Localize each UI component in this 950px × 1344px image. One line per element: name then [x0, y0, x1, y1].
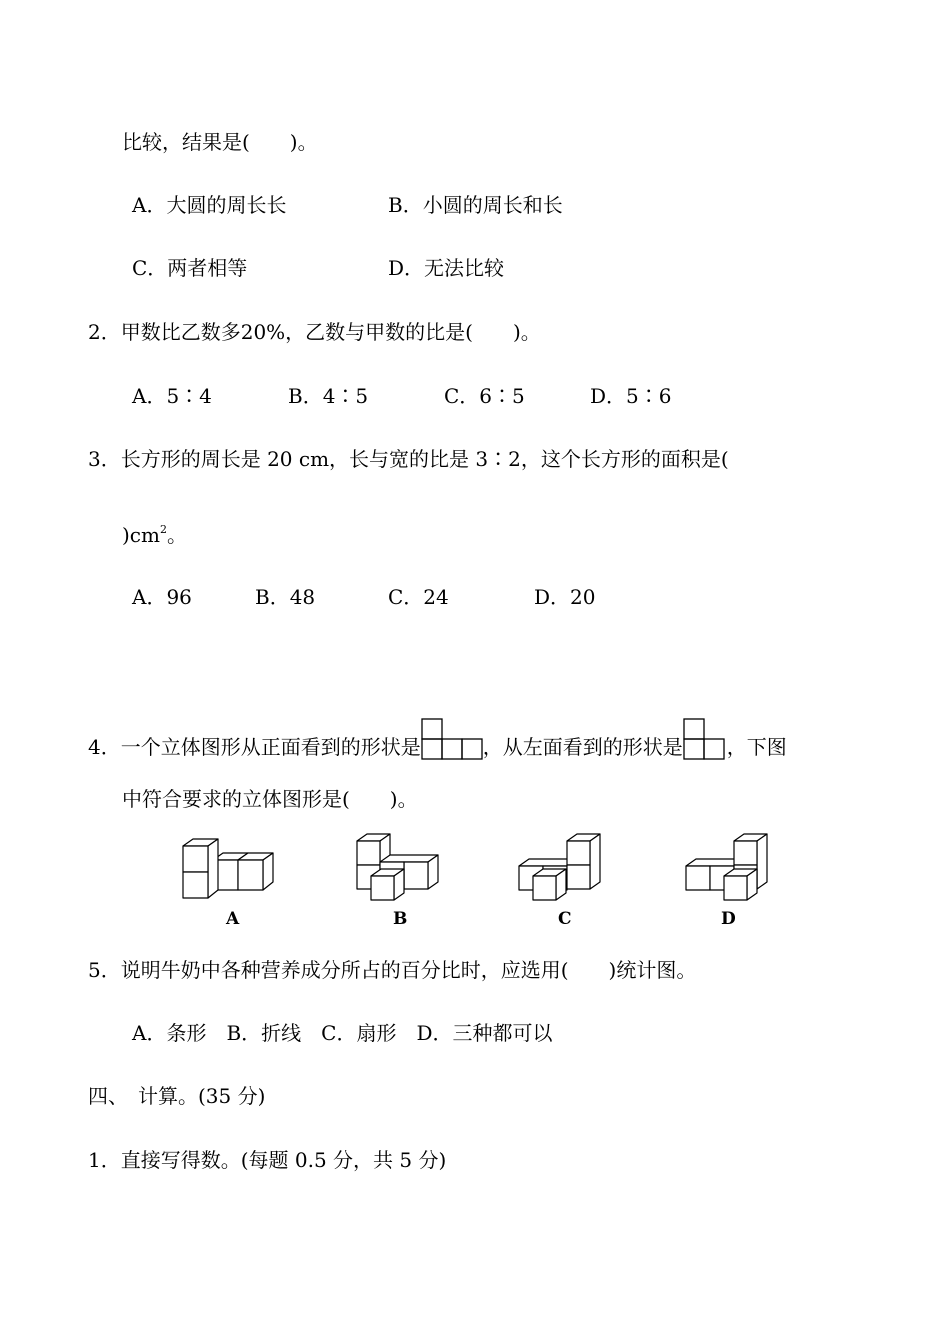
front-view-figure — [421, 718, 483, 760]
q2-option-c: C．6∶5 — [444, 384, 525, 408]
option-b-label: B — [393, 909, 408, 929]
q3-option-b: B．48 — [255, 585, 316, 609]
option-a-figure — [180, 838, 276, 902]
q3-option-a: A．96 — [132, 585, 192, 609]
q4-stem-line1 — [88, 718, 787, 760]
option-d-label: D — [721, 909, 736, 929]
q3-option-c: C．24 — [388, 585, 449, 609]
q2-option-b: B．4∶5 — [288, 384, 369, 408]
q3-stem: 3．长方形的周长是 20 cm，长与宽的比是 3∶2，这个长方形的面积是( — [88, 447, 729, 471]
q3-option-d: D．20 — [534, 585, 596, 609]
q1-option-c: C．两者相等 — [132, 256, 248, 280]
q4-part1: 4．一个立体图形从正面看到的形状是 — [88, 735, 421, 759]
q2-option-d: D．5∶6 — [590, 384, 672, 408]
section4-sub1: 1．直接写得数。(每题 0.5 分，共 5 分) — [88, 1148, 447, 1172]
q1-option-a: A．大圆的周长长 — [132, 193, 287, 217]
option-c-label: C — [558, 909, 572, 929]
q3-stem2: )cm — [122, 523, 160, 547]
q1-option-b: B．小圆的周长和长 — [388, 193, 563, 217]
q2-stem: 2．甲数比乙数多20%，乙数与甲数的比是( )。 — [88, 320, 541, 344]
option-c-figure — [517, 832, 603, 902]
left-view-figure — [683, 718, 727, 760]
q3-stem2-end: 。 — [166, 523, 187, 547]
option-d-figure — [684, 832, 770, 902]
q1-stem-tail: 比较，结果是( )。 — [122, 130, 318, 154]
section4-title: 四、 计算。(35 分) — [88, 1084, 266, 1108]
option-a-label: A — [226, 909, 240, 929]
q3-stem-line2 — [122, 525, 187, 545]
q1-option-d: D．无法比较 — [388, 256, 505, 280]
q3-stem2-sup: 2 — [159, 523, 167, 536]
option-b-figure — [355, 832, 441, 902]
q4-stem2: 中符合要求的立体图形是( )。 — [122, 787, 418, 811]
q5-stem: 5．说明牛奶中各种营养成分所占的百分比时，应选用( )统计图。 — [88, 958, 697, 982]
q5-options: A．条形 B．折线 C．扇形 D．三种都可以 — [132, 1021, 553, 1045]
q4-part2: ，从左面看到的形状是 — [482, 735, 683, 759]
q2-option-a: A．5∶4 — [132, 384, 212, 408]
q4-part3: ，下图 — [726, 735, 787, 759]
